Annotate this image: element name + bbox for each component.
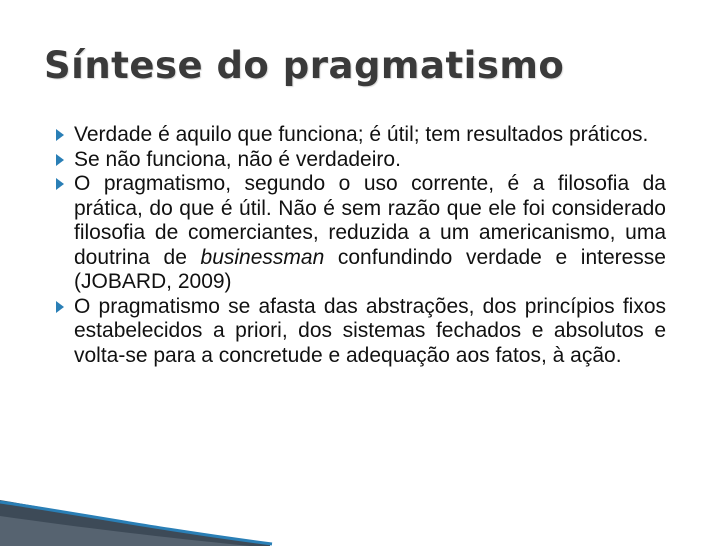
- bullet-item: [56, 172, 666, 295]
- triangle-bullet-icon: [56, 154, 64, 166]
- bullet-list: [56, 123, 666, 368]
- bottom-swoosh-decoration: [0, 486, 300, 546]
- bullet-item: [56, 123, 666, 148]
- bullet-text: Verdade é aquilo que funciona; é útil; tem resultados práticos.: [74, 123, 649, 146]
- bullet-item: [56, 148, 666, 173]
- bullet-text-before: O pragmatismo, segundo o uso corrente, é a filosofia da prática, do que é útil. Não é sem razão que ele foi considerado filosofia de comerciantes, reduzida a um americanismo, uma doutrina de: [74, 172, 666, 269]
- bullet-item: [56, 295, 666, 369]
- triangle-bullet-icon: [56, 178, 64, 190]
- bullet-text: [74, 172, 666, 295]
- bullet-text-italic: businessman: [200, 245, 325, 269]
- bullet-text: Se não funciona, não é verdadeiro.: [74, 147, 401, 171]
- bullet-text: O pragmatismo se afasta das abstrações, dos princípios fixos estabelecidos a priori, dos sistemas fechados e absolutos e volta-se para a concretude e adequação aos fatos, à ação.: [74, 294, 666, 367]
- triangle-bullet-icon: [56, 301, 64, 313]
- triangle-bullet-icon: [56, 129, 64, 141]
- slide-title: Síntese do pragmatismo: [44, 44, 565, 87]
- bullet-text-after: confundindo verdade e interesse (JOBARD, 2009): [74, 245, 666, 293]
